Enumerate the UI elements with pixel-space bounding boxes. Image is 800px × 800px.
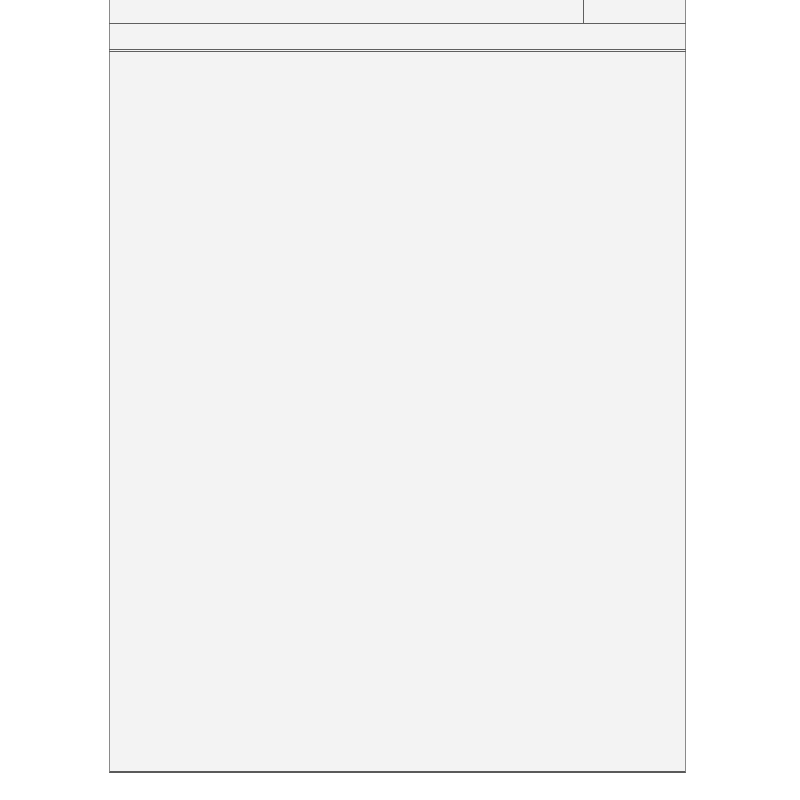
section-label-row	[109, 24, 686, 52]
supplement-facts-table	[109, 0, 686, 773]
table-header	[109, 0, 686, 24]
section-label	[109, 24, 501, 49]
zds-column-header	[583, 0, 686, 23]
